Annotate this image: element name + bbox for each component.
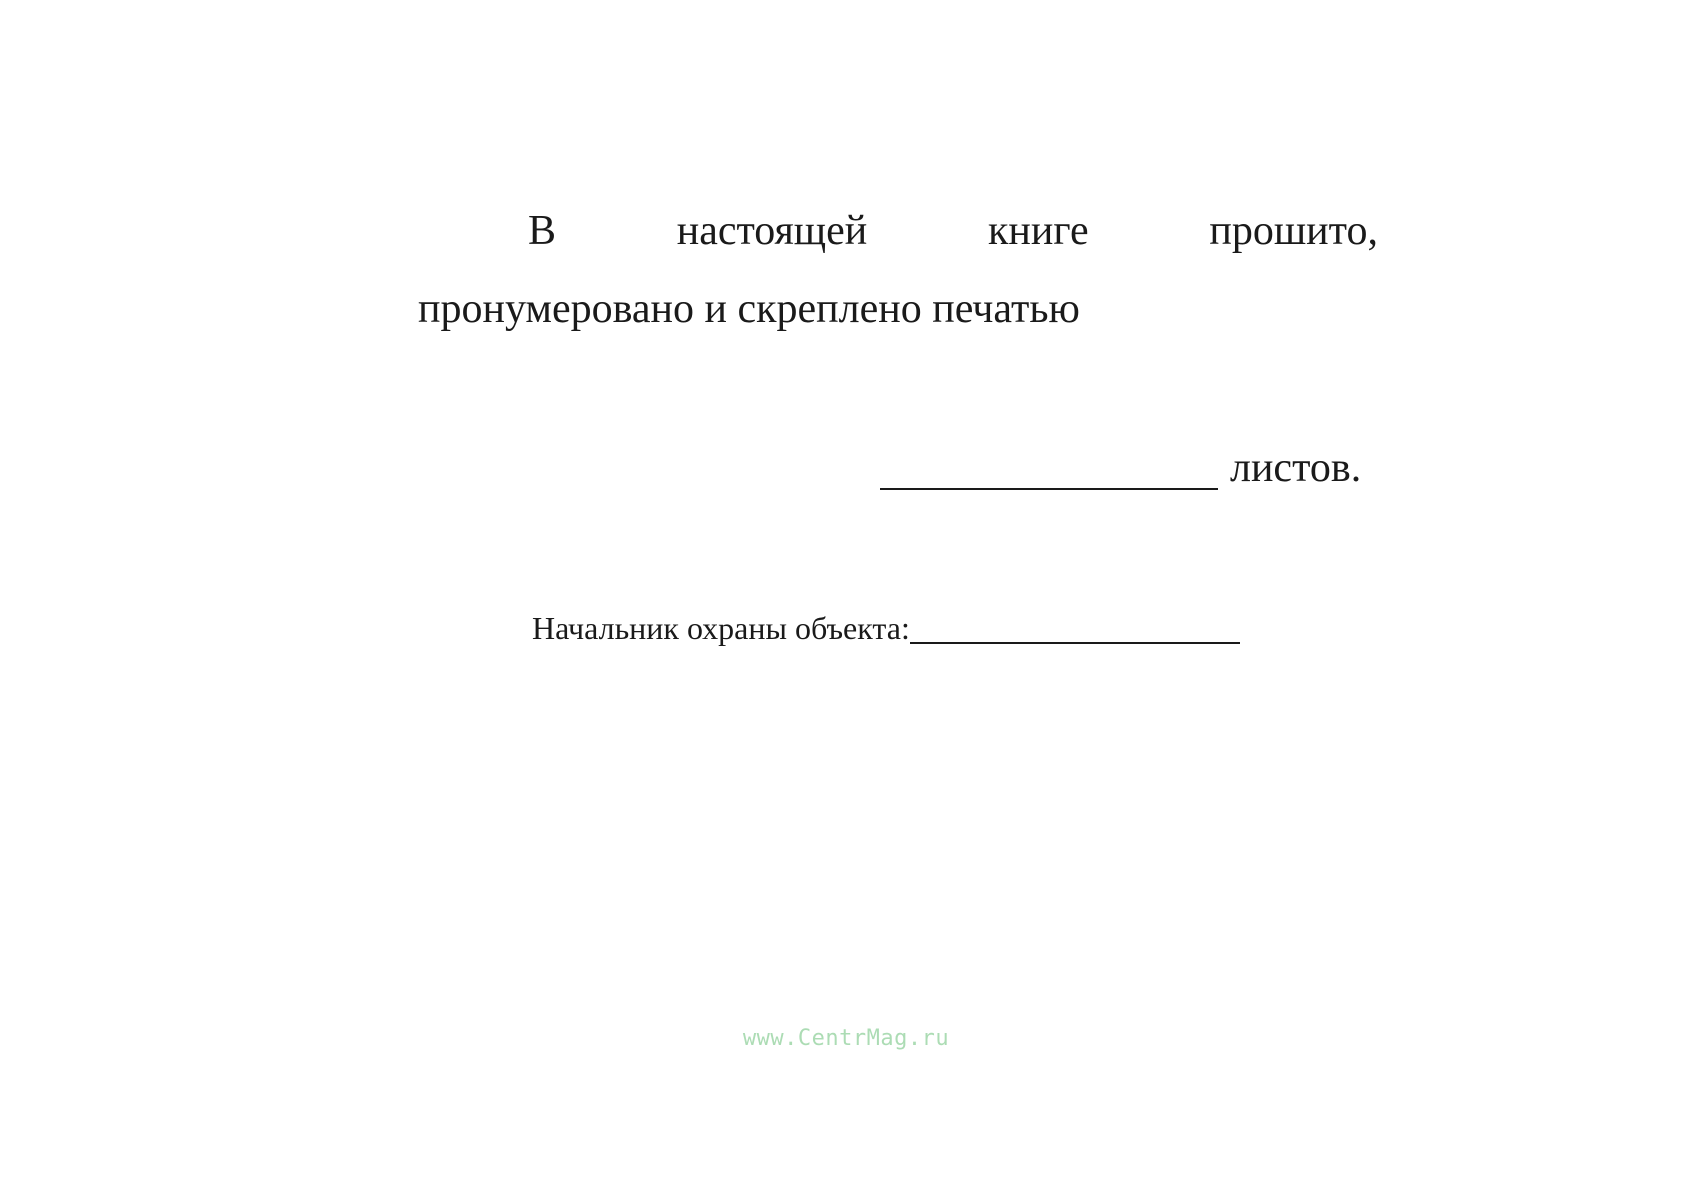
paragraph-word: В [528,208,557,254]
paragraph-line-1 [418,192,1378,270]
paragraph-word: настоящей [676,208,868,254]
paragraph-word: прошито, [1209,208,1378,254]
signature-row [532,604,1240,652]
watermark: www.CentrMag.ru [742,1026,950,1051]
paragraph-line-2: пронумеровано и скреплено печатью [418,286,1080,332]
signature-blank [910,606,1240,644]
certification-paragraph [418,192,1378,348]
signature-label: Начальник охраны объекта: [532,610,910,646]
sheets-count-row [880,438,1361,498]
sheets-count-blank [880,444,1218,490]
paragraph-word: книге [987,208,1089,254]
sheets-label: листов. [1230,445,1362,491]
